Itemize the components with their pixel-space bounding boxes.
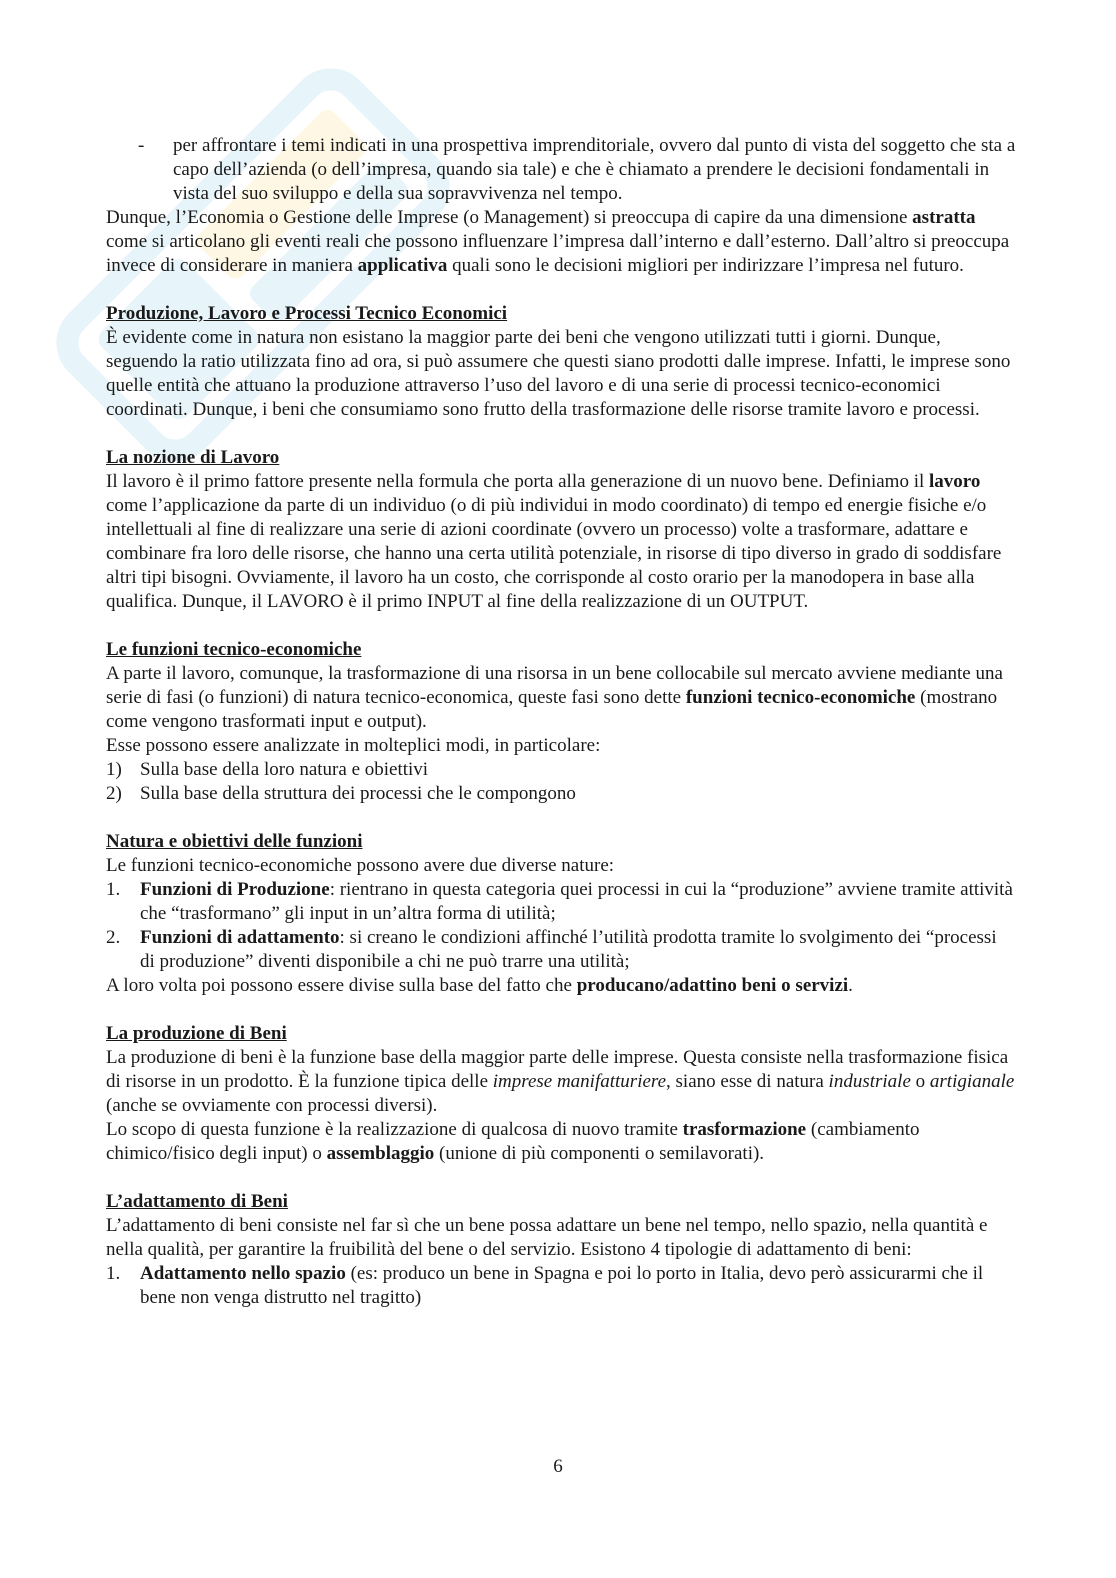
list-item: 2) Sulla base della struttura dei processi che le compongono <box>106 783 576 804</box>
list-item: 1) Sulla base della loro natura e obiettivi <box>106 759 429 780</box>
paragraph-nature-division: A loro volta poi possono essere divise sulla base del fatto che producano/adattino beni o servizi. <box>106 975 853 996</box>
section-heading-goods-adaptation: L’adattamento di Beni <box>106 1191 288 1212</box>
paragraph-production: È evidente come in natura non esistano la maggior parte dei beni che vengono utilizzati tutti i giorni. Dunque, seguendo la ratio utilizzata fino ad ora, si può assumere che questi siano prodotti dalle imprese. Infatti, le imprese sono quelle entità che attuano la produzione attraverso l’uso del lavoro e di una serie di processi tecnico-economici coordinati. Dunque, i beni che consumiamo sono frutto della trasformazione delle risorse tramite lavoro e processi. <box>106 327 1011 420</box>
paragraph-functions: A parte il lavoro, comunque, la trasformazione di una risorsa in un bene collocabile sul mercato avviene mediante una serie di fasi (o funzioni) di natura tecnico-economica, queste fasi sono dette funzioni tecnico-economiche (mostrano come vengono trasformati input e output). <box>106 663 1003 732</box>
intro-paragraph: Dunque, l’Economia o Gestione delle Imprese (o Management) si preoccupa di capire da una dimensione astratta come si articolano gli eventi reali che possono influenzare l’impresa dall’interno e dall’esterno. Dall’altro si preoccupa invece di considerare in maniera applicativa quali sono le decisioni migliori per indirizzare l’impresa nel futuro. <box>106 207 1010 276</box>
section-heading-goods-production: La produzione di Beni <box>106 1023 287 1044</box>
page-number: 6 <box>553 1456 563 1477</box>
paragraph-goods-adaptation: L’adattamento di beni consiste nel far sì che un bene possa adattare un bene nel tempo, nello spazio, nella quantità e nella qualità, per garantire la fruibilità del bene o del servizio. Esistono 4 tipologie di adattamento di beni: <box>106 1215 988 1260</box>
list-item: 1. Adattamento nello spazio (es: produco un bene in Spagna e poi lo porto in Italia, devo però assicurarmi che il bene non venga distrutto nel tragitto) <box>106 1263 984 1308</box>
bullet-text: per affrontare i temi indicati in una prospettiva imprenditoriale, ovvero dal punto di vista del soggetto che sta a capo dell’azienda (o dell’impresa, quando sia tale) e che è chiamato a prendere le decisioni fondamentali in vista del suo sviluppo e della sua sopravvivenza nel tempo. <box>173 135 1016 204</box>
page-content <box>106 134 1016 1310</box>
paragraph-goods-production: La produzione di beni è la funzione base della maggior parte delle imprese. Questa consiste nella trasformazione fisica di risorse in un prodotto. È la funzione tipica delle imprese manifatturiere, siano esse di natura industriale o artigianale (anche se ovviamente con processi diversi). <box>106 1047 1015 1116</box>
bullet-item <box>106 134 1016 206</box>
bullet-mark: - <box>138 135 145 156</box>
section-heading-functions: Le funzioni tecnico-economiche <box>106 639 362 660</box>
list-item: 1. Funzioni di Produzione: rientrano in questa categoria quei processi in cui la “produzione” avviene tramite attività che “trasformano” gli input in un’altra forma di utilità; <box>106 879 1013 924</box>
paragraph-labour: Il lavoro è il primo fattore presente nella formula che porta alla generazione di un nuovo bene. Definiamo il lavoro come l’applicazione da parte di un individuo (o di più individui in modo coordinato) di tempo ed energie fisiche e/o intellettuali al fine di realizzare una serie di azioni coordinate (ovvero un processo) volte a trasformare, adattare e combinare fra loro delle risorse, che hanno una certa utilità potenziale, in risorse di tipo diverso in grado di soddisfare altri tipi bisogni. Ovviamente, il lavoro ha un costo, che corrisponde al costo orario per la manodopera in base alla qualifica. Dunque, il LAVORO è il primo INPUT al fine della realizzazione di un OUTPUT. <box>106 471 1002 612</box>
paragraph-functions-analysis: Esse possono essere analizzate in molteplici modi, in particolare: <box>106 735 601 756</box>
list-item: 2. Funzioni di adattamento: si creano le condizioni affinché l’utilità prodotta tramite lo svolgimento dei “processi di produzione” diventi disponibile a chi ne può trarre una utilità; <box>106 927 997 972</box>
paragraph-goods-purpose: Lo scopo di questa funzione è la realizzazione di qualcosa di nuovo tramite trasformazione (cambiamento chimico/fisico degli input) o assemblaggio (unione di più componenti o semilavorati). <box>106 1119 920 1164</box>
section-heading-labour: La nozione di Lavoro <box>106 447 280 468</box>
paragraph-nature-intro: Le funzioni tecnico-economiche possono avere due diverse nature: <box>106 855 615 876</box>
section-heading-nature: Natura e obiettivi delle funzioni <box>106 831 363 852</box>
section-heading-production: Produzione, Lavoro e Processi Tecnico Economici <box>106 303 508 324</box>
